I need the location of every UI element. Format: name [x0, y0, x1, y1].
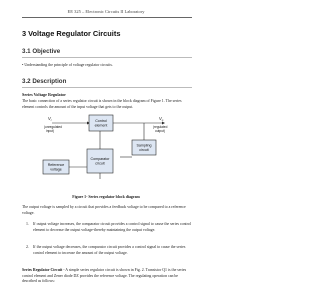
vi-subscript: i — [50, 118, 52, 122]
vi-symbol: V — [48, 116, 51, 121]
svg-text:Reference — [48, 163, 65, 167]
control-label-1: Control — [95, 119, 107, 123]
vo-caption-2: output) — [155, 129, 165, 133]
series-regulator-subheading: Series Voltage Regulator — [22, 92, 66, 97]
intro-paragraph: The basic connection of a series regulator circuit is shown in the block diagram of Figure 1. The series element controls the amount of the input voltage that gets to the output. — [22, 99, 182, 109]
comparator-label-2: circuit — [95, 161, 105, 166]
chapter-title: 3 Voltage Regulator Circuits — [22, 29, 121, 38]
feedback-paragraph: The output voltage is sampled by a circuit that provides a feedback voltage to be compared to a reference voltage. — [22, 205, 186, 215]
block-diagram — [40, 113, 175, 191]
vo-symbol: V — [159, 116, 162, 121]
header-divider — [22, 17, 192, 18]
list-item-text: If output voltage increases, the comparator circuit provides a control signal to cause the series control element to decrease the output voltage-thereby maintaining the output voltage. — [33, 222, 191, 232]
description-heading: 3.2 Description — [22, 78, 67, 85]
figure-caption: Figure 1- Series regulator block diagram — [72, 195, 140, 199]
objective-divider — [22, 57, 192, 58]
objective-bullet: • Understanding the principle of voltage regulator circuits. — [22, 63, 113, 67]
objective-heading: 3.1 Objective — [22, 48, 61, 55]
reference-label-2: voltage — [50, 167, 62, 172]
control-label-2: element — [94, 123, 108, 128]
svg-text:Vo — [159, 116, 164, 122]
list-item-number: 2. — [26, 245, 29, 249]
series-regulator-paragraph — [22, 268, 192, 285]
series-regulator-lead: Series Regulator Circuit — [22, 268, 63, 272]
svg-text:element — [95, 124, 108, 128]
svg-text:output) — [155, 129, 165, 133]
svg-text:Sampling — [137, 144, 152, 148]
list-item-text: If the output voltage decreases, the comparator circuit provides a control signal to cause the series control element to increase the amount of the output voltage. — [33, 245, 186, 255]
svg-text:Control — [95, 119, 107, 123]
series-regulator-body: - A simple series regulator circuit is shown in Fig. 2. Transistor Q1 is the series control element and Zener diode DZ provides the reference voltage. The regulating operation can be described as follows: — [22, 268, 187, 284]
sampling-label-2: circuit — [139, 148, 149, 152]
svg-text:Comparator — [91, 157, 111, 161]
list-item-number: 1. — [26, 222, 29, 226]
description-divider — [22, 87, 192, 88]
svg-text:input) — [46, 129, 54, 133]
vi-caption-1: (unregulated — [44, 125, 62, 129]
vo-caption-1: (regulated — [153, 125, 168, 129]
svg-text:voltage — [50, 168, 62, 172]
sampling-label-1: Sampling — [136, 143, 152, 148]
page-header: EE 325 – Electronic Circuits II Laboratory — [67, 9, 145, 14]
svg-text:Vi — [48, 116, 52, 122]
vo-subscript: o — [161, 118, 164, 122]
svg-text:circuit — [139, 148, 148, 152]
reference-label-1: Reference — [47, 163, 65, 167]
vi-caption-2: input) — [46, 129, 54, 133]
svg-text:circuit — [95, 162, 104, 166]
comparator-label-1: Comparator — [90, 157, 110, 161]
